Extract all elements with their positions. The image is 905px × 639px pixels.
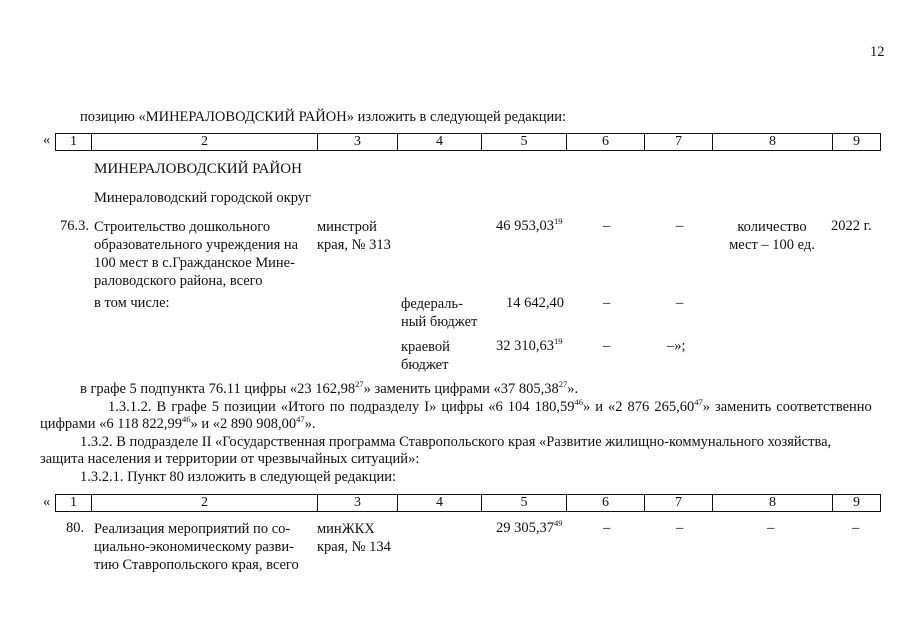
executor-line: минЖКХ [317, 521, 375, 537]
footnote: 27 [558, 379, 568, 390]
paragraph-1-3-1-2-cont [40, 416, 316, 433]
row-name-line: Реализация мероприятий по со- [94, 521, 291, 537]
district-heading: МИНЕРАЛОВОДСКИЙ РАЙОН [94, 161, 302, 177]
row-name-line: циально-экономическому разви- [94, 539, 294, 555]
col-num-8: 8 [713, 134, 833, 151]
paragraph-1-3-2-1: 1.3.2.1. Пункт 80 изложить в следующей редакции: [80, 469, 397, 485]
row-col6: – [603, 218, 611, 234]
row-amount [496, 218, 563, 235]
col-num-5: 5 [482, 495, 567, 512]
paragraph-76-11 [80, 381, 578, 398]
indicator-line: мест – 100 ед. [729, 237, 815, 253]
row-name-line: тию Ставропольского края, всего [94, 557, 299, 573]
text-part: цифрами «6 118 822,99 [40, 416, 182, 432]
row-number: 80. [66, 520, 85, 536]
col-num-6: 6 [567, 495, 645, 512]
col-num-2: 2 [92, 495, 318, 512]
row-name-line: Строительство дошкольного [94, 219, 271, 235]
amount-footnote: 19 [554, 216, 563, 227]
source-line: федераль- [401, 296, 463, 312]
footnote: 46 [182, 414, 191, 425]
text-part: 1.3.1.2. В графе 5 позиции «Итого по подразделу I» цифры «6 104 180,59 [108, 399, 575, 415]
sub-row-col7: – [676, 295, 684, 311]
row-col9: – [852, 520, 860, 536]
source-line: краевой [401, 339, 450, 355]
row-name [94, 520, 309, 574]
text-part: в графе 5 подпункта 76.11 цифры «23 162,98 [80, 381, 356, 397]
okrug-heading: Минераловодский городской округ [94, 190, 311, 206]
sub-row-source [401, 295, 477, 331]
text-part: » заменить цифрами «37 805,38 [363, 381, 559, 397]
quote-open-1: « [43, 132, 51, 148]
amount-value: 14 642,40 [506, 295, 564, 311]
footnote: 47 [694, 397, 703, 408]
col-num-9: 9 [833, 495, 881, 512]
column-header-table-2 [55, 494, 881, 512]
col-num-8: 8 [713, 495, 833, 512]
row-year: 2022 г. [831, 218, 872, 234]
paragraph-1-3-2: 1.3.2. В подразделе II «Государственная программа Ставропольского края «Развитие жилищно-коммунального хозяйства, [80, 434, 832, 450]
source-line: бюджет [401, 357, 449, 373]
amount-value: 32 310,63 [496, 338, 554, 354]
including-label: в том числе: [94, 295, 170, 311]
col-num-5: 5 [482, 134, 567, 151]
sub-row-source [401, 338, 450, 374]
row-col6: – [603, 520, 611, 536]
row-name [94, 218, 309, 290]
row-executor [317, 218, 391, 254]
text-part: » и «2 876 265,60 [582, 399, 695, 415]
amount-footnote: 49 [554, 518, 563, 529]
col-num-7: 7 [645, 495, 713, 512]
col-num-6: 6 [567, 134, 645, 151]
sub-row-col6: – [603, 295, 611, 311]
sub-row-col6: – [603, 338, 611, 354]
text-part: ». [567, 381, 579, 397]
row-number: 76.3. [60, 218, 89, 234]
executor-line: минстрой [317, 219, 377, 235]
page-number: 12 [870, 44, 885, 60]
col-num-3: 3 [318, 134, 398, 151]
column-header-table-1 [55, 133, 881, 151]
col-num-1: 1 [56, 134, 92, 151]
indicator-line: количество [737, 219, 807, 235]
col-num-1: 1 [56, 495, 92, 512]
col-num-2: 2 [92, 134, 318, 151]
footnote: 47 [296, 414, 305, 425]
text-part: » заменить соответственно [702, 399, 872, 415]
paragraph-1-3-1-2 [108, 399, 881, 416]
col-num-4: 4 [398, 495, 482, 512]
footnote: 46 [574, 397, 583, 408]
executor-line: края, № 134 [317, 539, 391, 555]
row-name-line: раловодского района, всего [94, 273, 263, 289]
row-indicator [722, 218, 822, 254]
col-num-9: 9 [833, 134, 881, 151]
row-name-line: 100 мест в с.Гражданское Мине- [94, 255, 295, 271]
quote-open-2: « [43, 494, 51, 510]
row-name-line: образовательного учреждения на [94, 237, 299, 253]
amount-value: 29 305,37 [496, 520, 554, 536]
text-part: ». [304, 416, 316, 432]
sub-row-amount [496, 338, 563, 355]
row-col7: – [676, 218, 684, 234]
footnote: 27 [355, 379, 364, 390]
amount-value: 46 953,03 [496, 218, 554, 234]
row-amount [496, 520, 563, 537]
intro-text: позицию «МИНЕРАЛОВОДСКИЙ РАЙОН» изложить в следующей редакции: [80, 109, 567, 125]
text-part: » и «2 890 908,00 [190, 416, 297, 432]
paragraph-1-3-2-cont: защита населения и территории от чрезвычайных ситуаций»: [40, 451, 420, 467]
col-num-7: 7 [645, 134, 713, 151]
sub-row-amount [506, 295, 564, 312]
col-num-4: 4 [398, 134, 482, 151]
source-line: ный бюджет [401, 314, 478, 330]
amount-footnote: 19 [554, 336, 563, 347]
row-executor [317, 520, 391, 556]
sub-row-col7: –»; [667, 338, 686, 354]
col-num-3: 3 [318, 495, 398, 512]
row-col7: – [676, 520, 684, 536]
row-col8: – [767, 520, 775, 536]
executor-line: края, № 313 [317, 237, 391, 253]
